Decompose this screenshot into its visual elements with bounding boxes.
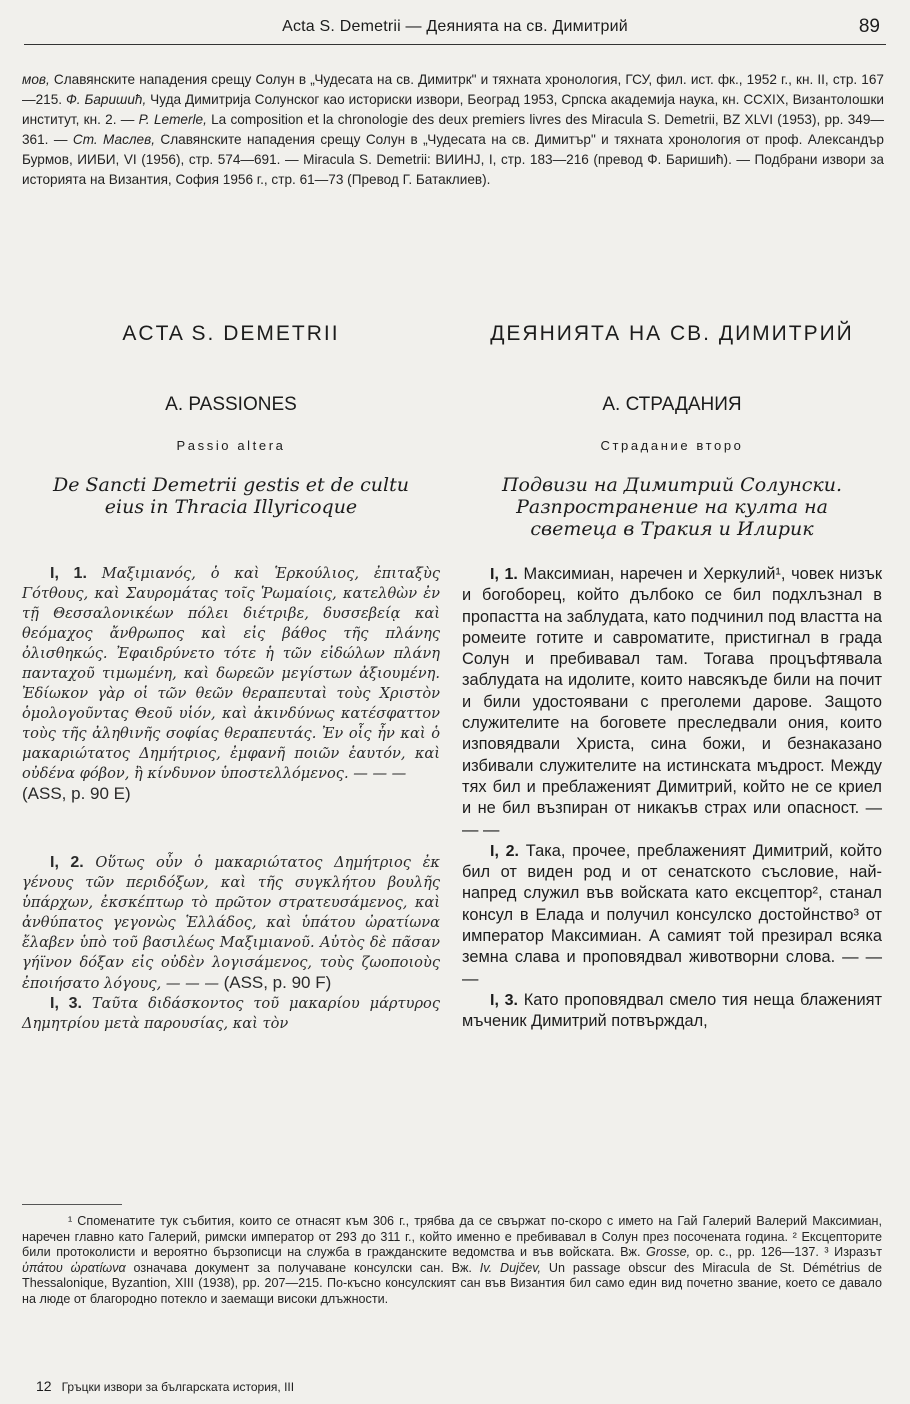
bib-author: Ф. Баришић, (66, 92, 147, 107)
bib-text: Чуда Димитрија Солунског као историски извори, Београд 1953, Српска академија наука, кн. CCXIX, Византолошки институт, кн. 2. — (22, 92, 884, 127)
footnote-author: Grosse, (646, 1245, 691, 1260)
greek-paragraph-3 (22, 994, 440, 1034)
work-title: De Sancti Demetrii gestis et de cultu eius in Thracia Illyricoque (53, 474, 409, 518)
bulgarian-paragraph-2 (462, 841, 882, 990)
bib-text: Славянските нападения срещу Солун в „Чудесата на св. Димитрк" и тяхната хронология, ГСУ, фил. ист. фк., 1952 г., кн. II, стр. 167—215. (22, 72, 884, 107)
section-subtitle: Страдание второ (600, 438, 744, 453)
paragraph-number: I, 2. (50, 854, 84, 871)
signature-number: 12 (36, 1378, 52, 1394)
footnote-text: Un passage obscur des Miracula de St. Démétrius de Thessalonique, Byzantion, XIII (1938), pp. 207—215. По-късно консулският сан във Византия бил само един вид почетно звание, което се давало на люде от благородно потекло и заемащи високи длъжности. (22, 1260, 882, 1306)
bulgarian-paragraph-1 (462, 564, 882, 841)
page-number: 89 (858, 16, 880, 37)
signature-text: Гръцки извори за българската история, III (61, 1380, 295, 1394)
bib-author: Ст. Маслев, (72, 132, 155, 147)
section-title: A. PASSIONES (165, 394, 297, 415)
bib-author: P. Lemerle, (138, 112, 207, 127)
source-reference: (ASS, p. 90 F) (223, 973, 332, 992)
column-title: ACTA S. DEMETRII (122, 322, 340, 345)
source-reference: (ASS, p. 90 E) (22, 784, 131, 803)
greek-text: Μαξιμιανός, ὁ καὶ Ἑρκούλιος, ἐπιταξὺς Γότθους, καὶ Σαυρομάτας τοῖς Ῥωμαίοις, κατελθὼν ἐν τῇ Θεσσαλονικέων πόλει διέτριβε, δυσσεβείᾳ καὶ θεόμαχος ἄνθρωπος καὶ εἰς βάθος τῆς πλάνης ὀλισθηκώς. Ἐφαιδρύνετο τότε ἡ τῶν εἰδώλων πλάνη πανταχοῦ τιμωμένη, καὶ δωρεῶν μεγίστων ἀξιουμένη. Ἐδίωκον γὰρ οἱ τῶν θεῶν θεραπευταὶ τοὺς Χριστὸν ὁμολογοῦντας Θεοῦ υἱόν, καὶ ἀκινδύνως κατέσφαττον τοὺς τῆς ἀληθινῆς σοφίας θεραπευτάς. Ἐν οἷς ἦν καὶ ὁ μακαριώτατος Δημήτριος, ἐμφανῆ ποιῶν ἑαυτόν, καὶ οὐδένα φόβον, ἢ κίνδυνον ὑποστελλόμενος. — — — (22, 565, 441, 782)
paragraph-number: I, 2. (490, 842, 519, 860)
footnotes (22, 1214, 882, 1308)
bulgarian-paragraph-3 (462, 990, 882, 1033)
paragraph-number: I, 1. (490, 566, 518, 583)
bulgarian-text: Така, прочее, преблаженият Димитрий, който бил от виден род и от сенатското съсловие, най-напред служил във войската като ексцептор², станал консул в Елада и получил консулско достойнство³ от император Максимиан. А самият той презирал всяка земна слава и проповядвал животворни слова. — — — (462, 841, 882, 988)
bulgarian-text: Като проповядвал смело тия неща блаженият мъченик Димитрий потвърждал, (462, 990, 882, 1031)
greek-text: Οὕτως οὖν ὁ μακαριώτατος Δημήτριος ἐκ γένους τῶν περιδόξων, καὶ τῆς συγκλήτου βουλῆς ὑπάρχων, ἐκσκέπτωρ τὸ πρῶτον στρατευσάμενος, καὶ ἀνθύπατος γεγονὼς Ἑλλάδος, καὶ ὑπάτου ὠρατίωνα ἔλαβεν ὑπὸ τοῦ βασιλέως Μαξιμιανοῦ. Αὐτὸς δὲ πᾶσαν γήϊνον δόξαν εἰς οὐδὲν λογισάμενος, τοὺς ζωοποιοὺς ἐποιήσατο λόγους, — — — (22, 854, 440, 992)
paragraph-number: I, 1. (50, 565, 87, 582)
footnote-2: ² Ексцепторите били протоколисти и вероятно бързописци на служба в гражданските ведомства и във войската. Вж. (22, 1229, 882, 1260)
running-title: Acta S. Demetrii — Деянията на св. Димитрий (282, 18, 628, 35)
greek-paragraph-1 (22, 564, 440, 805)
work-title: Подвизи на Димитрий Солунски. Разпространение на култа на светеца в Тракия и Илирик (501, 474, 843, 540)
bulgarian-text: Максимиан, наречен и Херкулий¹, човек низък и богоборец, който дълбоко се бил подхлъзнал в пропастта на заблудата, като подчинил под властта на ромеите готите и савроматите, пристигнал в града Солун и пребивавал там. Тогава процъфтявала заблудата на идолите, които навсякъде били на почит и били удостоявани с преголеми дарове. Защото служителите на боговете преследвали ония, които изповядвали Христа, сина божи, и безнаказано избивали служителите на истинската мъдрост. Между тях бил и преблаженият Димитрий, който не се криел и не бил възпиран от никакъв страх или опасност. — — — (462, 565, 882, 839)
section-title: А. СТРАДАНИЯ (602, 394, 742, 415)
greek-text: Ταῦτα διδάσκοντος τοῦ μακαρίου μάρτυρος Δημητρίου μετὰ παρουσίας, καὶ τὸν (22, 995, 440, 1032)
footnote-greek: ὑπάτου ὠρατίωνα (22, 1260, 126, 1275)
bibliography-block (22, 70, 884, 190)
footnote-rule (22, 1204, 122, 1205)
latin-greek-column (22, 322, 440, 1034)
bib-author: мов, (22, 72, 50, 87)
footnote-text: означава документ за получаване консулски сан. Вж. (125, 1260, 480, 1275)
paragraph-number: I, 3. (490, 991, 518, 1009)
bib-text: Славянските нападения срещу Солун в „Чудесата на св. Димитър" и тяхната хронология от проф. Александър Бурмов, ИИБИ, VI (1956), стр. 574—691. — Miracula S. Demetrii: ВИИНЈ, I, стр. 183—216 (превод Ф. Баришић). — Подбрани извори за историята на Византия, София 1956 г., стр. 61—73 (Превод Г. Батаклиев). (22, 132, 884, 187)
bib-text: La composition et la chronologie des deux premiers livres des Miracula S. Demetrii, BZ XLVI (1953), pp. 349—361. — (22, 112, 884, 147)
footnote-author: Iv. Dujčev, (479, 1260, 542, 1275)
footnote-1: ¹ Споменатите тук събития, които се отнасят към 306 г., трябва да се свържат по-скоро с името на Гай Галерий Валерий Максимиан, наречен главно като Галерий, римски император от 293 до 311 г., който именно е пребивавал в Солун през посочената година. (22, 1214, 882, 1244)
column-title: ДЕЯНИЯТА НА СВ. ДИМИТРИЙ (490, 322, 854, 345)
page-footer (36, 1378, 294, 1394)
footnote-text: op. c., pp. 126—137. (690, 1245, 825, 1260)
bulgarian-column (462, 322, 882, 1033)
greek-paragraph-2 (22, 853, 440, 994)
running-header (24, 14, 886, 48)
section-subtitle: Passio altera (176, 438, 286, 453)
header-rule (24, 44, 886, 45)
footnote-3: ³ Изразът (824, 1245, 882, 1260)
paragraph-number: I, 3. (50, 995, 82, 1012)
